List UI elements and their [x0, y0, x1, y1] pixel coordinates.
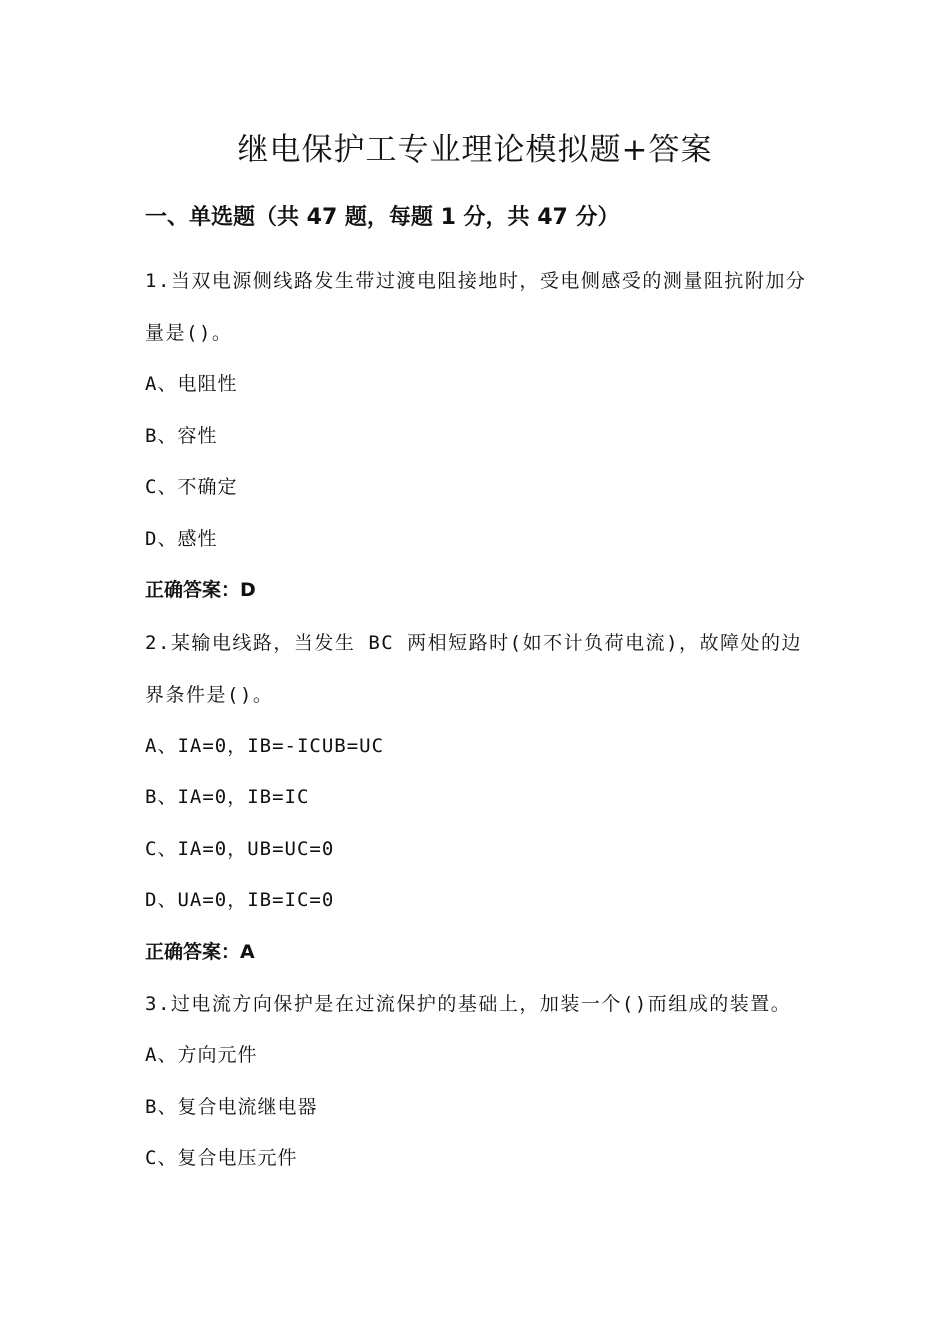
option-a: A、方向元件	[145, 1044, 258, 1066]
question-block	[145, 617, 810, 979]
question-text: 3.过电流方向保护是在过流保护的基础上，加装一个()而组成的装置。	[145, 993, 792, 1015]
option-a: A、IA=0，IB=-ICUB=UC	[145, 734, 385, 757]
option-c: C、复合电压元件	[145, 1147, 298, 1169]
correct-answer: 正确答案：D	[145, 579, 256, 601]
option-d: D、UA=0，IB=IC=0	[145, 889, 335, 911]
option-a: A、电阻性	[145, 373, 238, 395]
question-text: 1.当双电源侧线路发生带过渡电阻接地时，受电侧感受的测量阻抗附加分量是()。	[145, 270, 807, 344]
option-b: B、容性	[145, 424, 218, 447]
option-b: B、IA=0，IB=IC	[145, 786, 310, 808]
document-title: 继电保护工专业理论模拟题+答案	[237, 132, 713, 168]
correct-answer: 正确答案：A	[145, 940, 255, 963]
question-block	[145, 255, 810, 617]
question-block	[145, 978, 810, 1185]
option-b: B、复合电流继电器	[145, 1095, 318, 1118]
question-text: 2.某输电线路，当发生 BC 两相短路时(如不计负荷电流)，故障处的边界条件是()。	[145, 631, 803, 706]
option-d: D、感性	[145, 527, 218, 550]
option-c: C、IA=0，UB=UC=0	[145, 837, 335, 860]
question-list	[145, 255, 810, 1185]
option-c: C、不确定	[145, 476, 238, 498]
section-heading: 一、单选题（共 47 题，每题 1 分，共 47 分）	[145, 205, 620, 230]
